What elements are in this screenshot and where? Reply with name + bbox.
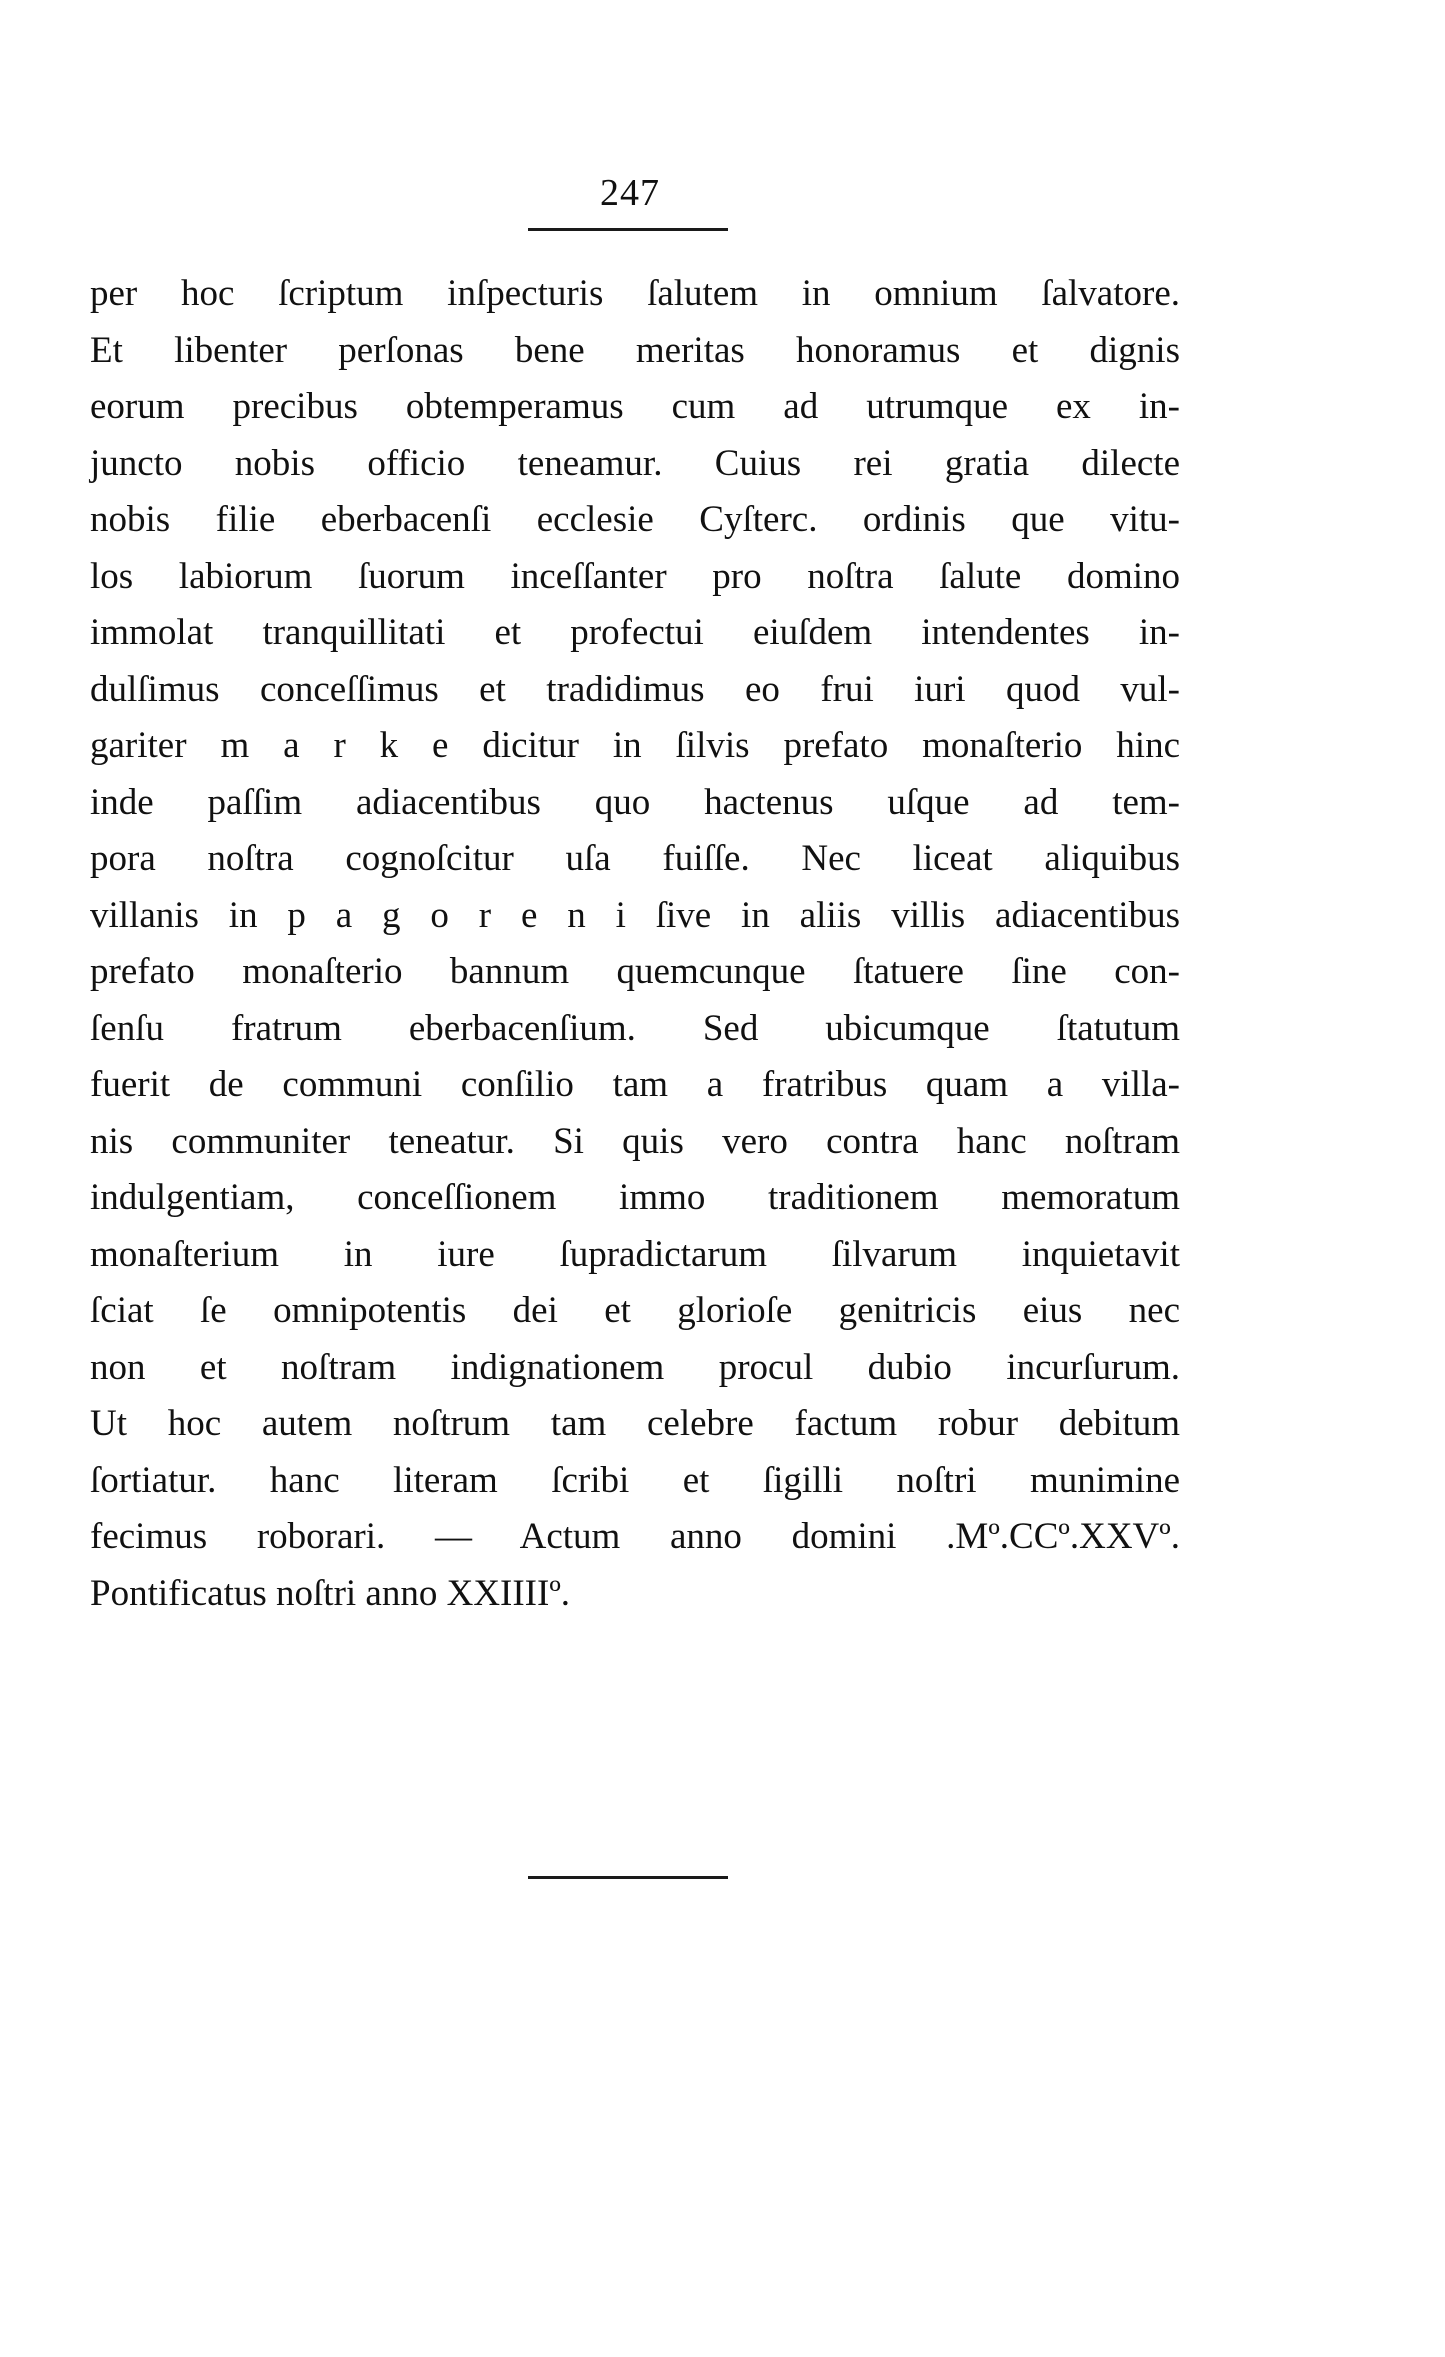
- body-text: [90, 266, 1180, 1622]
- text-line: nis communiter teneatur. Si quis vero contra hanc noſtram: [90, 1120, 1180, 1162]
- text-line: monaſterium in iure ſupradictarum ſilvarum inquietavit: [90, 1233, 1180, 1275]
- text-line: ſenſu fratrum eberbacenſium. Sed ubicumque ſtatutum: [90, 1007, 1180, 1049]
- text-line: gariter m a r k e dicitur in ſilvis prefato monaſterio hinc: [90, 725, 1180, 766]
- text-line: indulgentiam, conceſſionem immo traditionem memoratum: [90, 1177, 1180, 1218]
- text-line: los labiorum ſuorum inceſſanter pro noſtra ſalute domino: [90, 555, 1180, 597]
- footer-rule: [528, 1876, 728, 1879]
- text-line: per hoc ſcriptum inſpecturis ſalutem in omnium ſalvatore.: [90, 273, 1180, 314]
- text-line: pora noſtra cognoſcitur uſa fuiſſe. Nec liceat aliquibus: [90, 838, 1180, 879]
- text-line: ſciat ſe omnipotentis dei et glorioſe genitricis eius nec: [90, 1290, 1180, 1331]
- page-number: 247: [600, 172, 660, 214]
- header-rule: [528, 228, 728, 231]
- text-line: inde paſſim adiacentibus quo hactenus uſque ad tem-: [90, 781, 1180, 823]
- text-line: eorum precibus obtemperamus cum ad utrumque ex in-: [90, 386, 1180, 427]
- text-line: Et libenter perſonas bene meritas honoramus et dignis: [90, 329, 1180, 371]
- text-line: fecimus roborari. — Actum anno domini .Mº.CCº.XXVº.: [90, 1516, 1180, 1557]
- text-line: nobis filie eberbacenſi ecclesie Cyſterc. ordinis que vitu-: [90, 499, 1180, 540]
- text-line: ſortiatur. hanc literam ſcribi et ſigilli noſtri munimine: [90, 1459, 1180, 1501]
- text-line: immolat tranquillitati et profectui eiuſdem intendentes in-: [90, 612, 1180, 653]
- text-line: dulſimus conceſſimus et tradidimus eo frui iuri quod vul-: [90, 668, 1180, 710]
- text-line: villanis in p a g o r e n i ſive in aliis villis adiacentibus: [90, 894, 1180, 936]
- text-line: juncto nobis officio teneamur. Cuius rei gratia dilecte: [90, 442, 1180, 484]
- text-line: prefato monaſterio bannum quemcunque ſtatuere ſine con-: [90, 951, 1180, 992]
- text-line: Pontificatus noſtri anno XXIIIIº.: [90, 1572, 571, 1614]
- text-line: non et noſtram indignationem procul dubio incurſurum.: [90, 1346, 1180, 1388]
- text-line: Ut hoc autem noſtrum tam celebre factum robur debitum: [90, 1403, 1180, 1444]
- text-line: fuerit de communi conſilio tam a fratribus quam a villa-: [90, 1064, 1180, 1105]
